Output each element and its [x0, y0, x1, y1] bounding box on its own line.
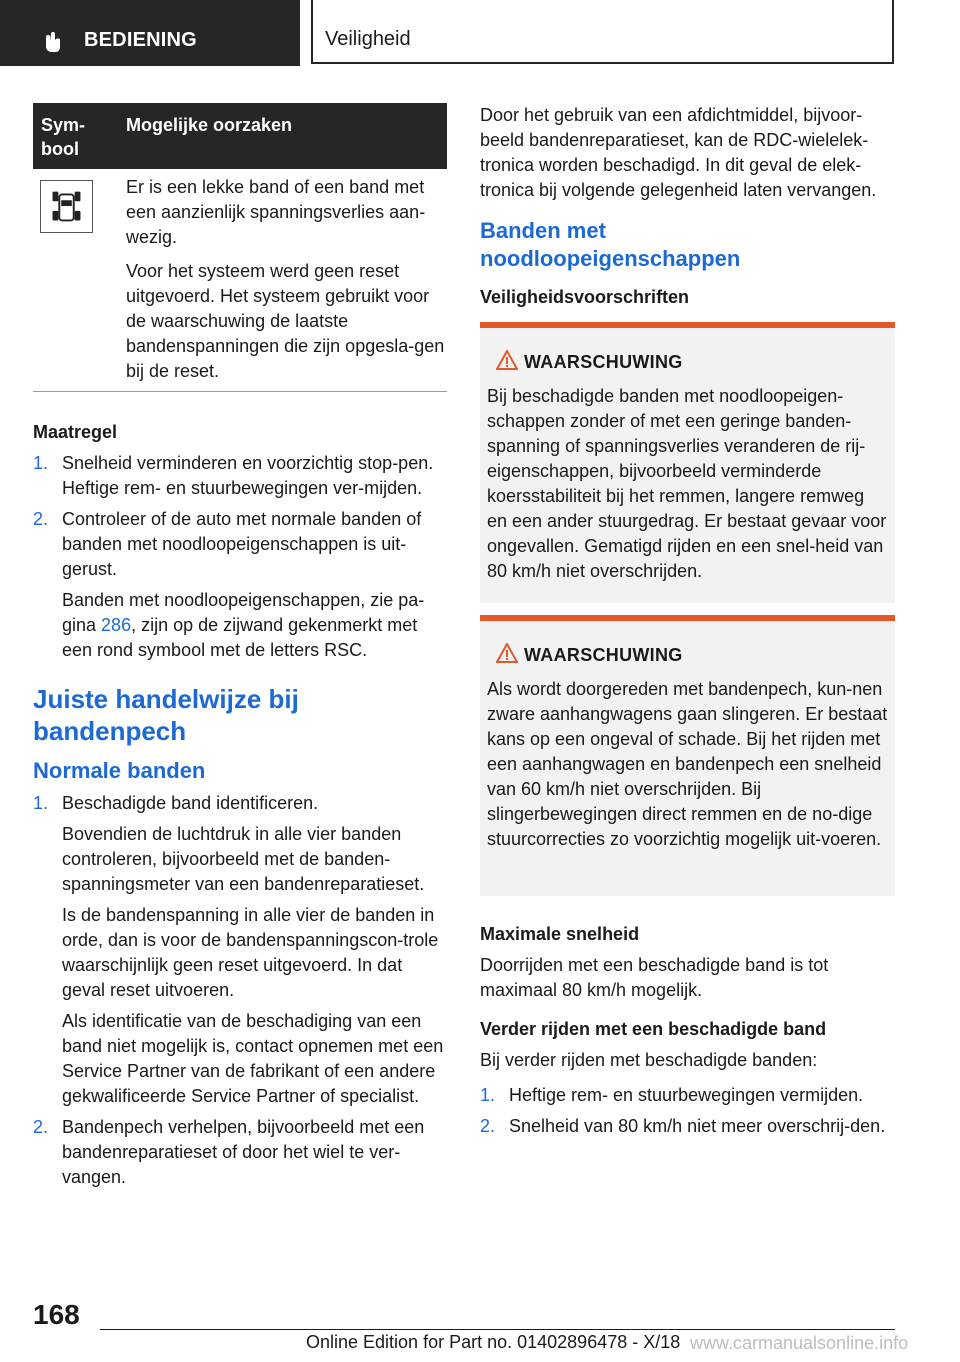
page-header: [0, 0, 960, 68]
step-number: 2.: [33, 1117, 49, 1137]
continue-heading: Verder rijden met een beschadigde band: [480, 1019, 827, 1039]
section-subtitle: Normale banden: [33, 758, 206, 783]
warning-box-2: [480, 615, 895, 896]
watermark: www.carmanualsonline.info: [690, 1333, 909, 1353]
cause-paragraph-2: Voor het systeem werd geen reset uitgevoerd. Het systeem gebruikt voor de waarschuwing de laatste bandenspanningen die zijn opgesla-gen bij de reset.: [126, 261, 445, 381]
step-extra-pre: Banden met noodloopeigenschappen, zie pa-gina: [62, 590, 425, 635]
section-tab-label: BEDIENING: [84, 29, 197, 51]
section-tab: [0, 0, 300, 66]
step-number: 1.: [33, 453, 49, 473]
step-text: Beschadigde band identificeren.: [62, 793, 319, 813]
footer-edition: Online Edition for Part no. 01402896478 - X/18: [306, 1332, 681, 1352]
list-item: [480, 1114, 895, 1139]
subsection-tab: [311, 0, 894, 64]
col-symbol-line2: bool: [41, 139, 79, 159]
repair-steps: [33, 791, 447, 1190]
continue-text: Bij verder rijden met beschadigde banden:: [480, 1050, 818, 1070]
step-text: Is de bandenspanning in alle vier de banden in orde, dan is voor de bandenspanningscon-trole waarschijnlijk geen reset uitgevoerd. In dat geval reset uitvoeren.: [62, 905, 439, 1000]
warning-triangle-icon: [496, 350, 518, 370]
step-extra-post: , zijn op de zijwand gekenmerkt met een rond symbool met de letters RSC.: [62, 615, 418, 660]
symbol-table-header: [33, 103, 447, 169]
section-title: Juiste handelwijze bij bandenpech: [33, 684, 299, 746]
warning-title: WAARSCHUWING: [524, 352, 683, 372]
step-number: 2.: [480, 1116, 496, 1136]
list-item: [33, 507, 447, 663]
step-text: Snelheid van 80 km/h niet meer overschrij-den.: [509, 1116, 886, 1136]
step-text: Als identificatie van de beschadiging van een band niet mogelijk is, contact opnemen met een Service Partner van de fabrikant of een andere gekwalificeerde Service Partner of specialist.: [62, 1011, 444, 1106]
warning-text: Als wordt doorgereden met bandenpech, kun-nen zware aanhangwagens gaan slingeren. Er bestaat kans op een ongeval of schade. Bij het rijden met een aanhangwagen en bandenpech een snelheid van 60 km/h niet overschrijden. Bij slingerbewegingen direct remmen en de no-dige stuurcorrecties zo voorzichtig mogelijk uit-voeren.: [487, 679, 888, 849]
step-text: Bovendien de luchtdruk in alle vier banden controleren, bijvoorbeeld met de banden-spanningsmeter van een bandenreparatieset.: [62, 824, 425, 894]
warning-title: WAARSCHUWING: [524, 645, 683, 665]
hand-pointer-icon: [42, 31, 64, 53]
safety-subheading: Veiligheidsvoorschriften: [480, 287, 690, 307]
max-speed-heading: Maximale snelheid: [480, 924, 640, 944]
step-text: Controleer of de auto met normale banden of banden met noodloopeigenschappen is uit-gerust.: [62, 509, 422, 579]
page-number: 168: [33, 1299, 80, 1330]
max-speed-text: Doorrijden met een beschadigde band is tot maximaal 80 km/h mogelijk.: [480, 955, 829, 1000]
subsection-tab-label: Veiligheid: [325, 28, 411, 50]
warning-box-1: [480, 322, 895, 603]
warning-text: Bij beschadigde banden met noodloopeigen-schappen zonder of met een geringe banden-spanning of spanningsverlies veranderen de rij-eigenschappen, bijvoorbeeld verminderde koersstabiliteit bij het remmen, langere remweg en een ander stuurgedrag. Er bestaat gevaar voor ongevallen. Gematigd rijden en een snel-heid van 80 km/h niet overschrijden.: [487, 386, 887, 581]
maatregel-heading: Maatregel: [33, 422, 118, 442]
warning-triangle-icon: [496, 643, 518, 663]
maatregel-steps: [33, 451, 447, 663]
col-symbol-header: [41, 113, 85, 161]
col-symbol-line1: Sym‑: [41, 115, 86, 135]
intro-paragraph: Door het gebruik van een afdichtmiddel, bijvoor-beeld bandenreparatieset, kan de RDC-wielelek-tronica worden beschadigd. In dit geval de elek-tronica bij volgende gelegenheid laten vervangen.: [480, 105, 877, 200]
col-causes-header: Mogelijke oorzaken: [126, 115, 293, 135]
step-number: 2.: [33, 509, 49, 529]
footer-divider: [100, 1329, 895, 1330]
step-text: Heftige rem- en stuurbewegingen vermijden.: [509, 1085, 864, 1105]
left-column: [33, 103, 447, 1196]
page-reference-link[interactable]: 286: [101, 615, 132, 635]
list-item: [33, 1115, 447, 1190]
step-extra-text: [62, 588, 447, 663]
list-item: [33, 791, 447, 1109]
step-text: Bandenpech verhelpen, bijvoorbeeld met een bandenreparatieset of door het wiel te ver-vangen.: [62, 1117, 425, 1187]
causes-text: [126, 175, 446, 393]
step-number: 1.: [33, 793, 49, 813]
runflat-heading: Banden met noodloopeigenschappen: [480, 218, 741, 271]
tire-pressure-car-icon: [40, 180, 93, 233]
step-text: Snelheid verminderen en voorzichtig stop-pen. Heftige rem- en stuurbewegingen ver-mijden.: [62, 453, 434, 498]
list-item: [480, 1083, 895, 1108]
continue-steps: [480, 1083, 895, 1139]
table-row: [33, 169, 447, 392]
list-item: [33, 451, 447, 501]
right-column: [480, 103, 895, 1145]
cause-paragraph-1: Er is een lekke band of een band met een aanzienlijk spanningsverlies aan-wezig.: [126, 177, 426, 247]
step-number: 1.: [480, 1085, 496, 1105]
